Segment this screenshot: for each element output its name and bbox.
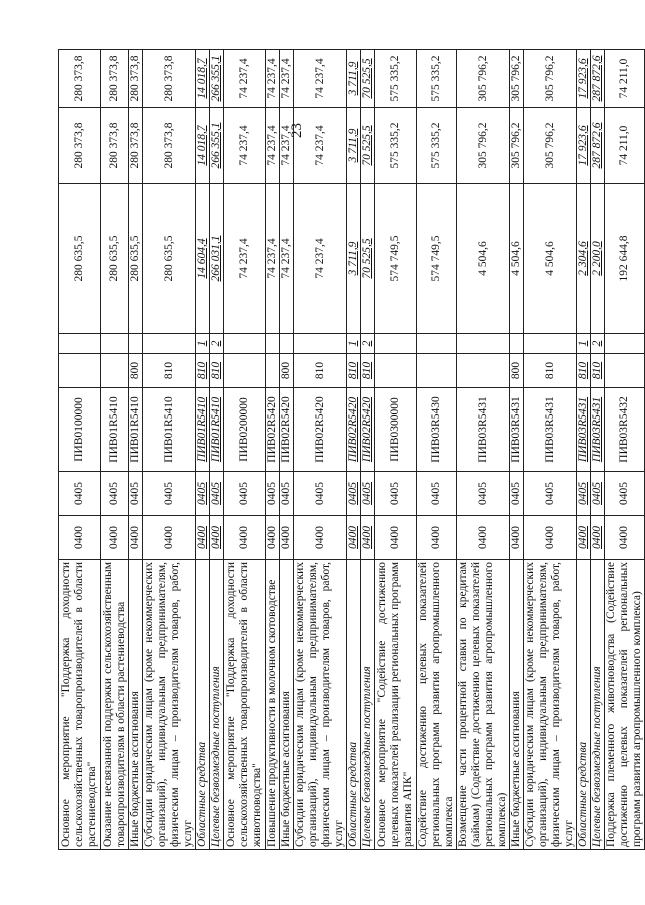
amount-year-3: 3 711,9 <box>347 50 361 108</box>
section-code: 0400 <box>101 516 129 560</box>
target-article-code: ПИВ02R5420 <box>294 388 347 472</box>
amount-year-1: 574 749,5 <box>375 184 417 334</box>
table-row <box>605 50 645 850</box>
expense-type-code <box>417 354 457 388</box>
amount-year-2: 17 923,6 <box>577 108 591 184</box>
amount-year-2: 575 335,2 <box>417 108 457 184</box>
expense-type-code: 810 <box>347 354 361 388</box>
source-code <box>417 334 457 354</box>
section-code: 0400 <box>266 516 280 560</box>
amount-year-3: 280 373,8 <box>101 50 129 108</box>
expense-type-code <box>224 354 266 388</box>
section-code: 0400 <box>375 516 417 560</box>
target-article-code: ПИВ01R5410 <box>210 388 224 472</box>
section-code: 0400 <box>457 516 510 560</box>
subsection-code: 0405 <box>577 472 591 516</box>
amount-year-1: 280 635,5 <box>143 184 196 334</box>
table-row <box>457 50 510 850</box>
amount-year-3: 17 923,6 <box>577 50 591 108</box>
row-name: Содействие достижению целевых показателей региональных программ развития агропромышленного комплекса <box>417 560 457 850</box>
subsection-code: 0405 <box>143 472 196 516</box>
section-code: 0400 <box>210 516 224 560</box>
amount-year-1: 3 711,9 <box>347 184 361 334</box>
source-code: 2 <box>591 334 605 354</box>
amount-year-3: 266 355,1 <box>210 50 224 108</box>
subsection-code: 0405 <box>101 472 129 516</box>
amount-year-3: 74 237,4 <box>280 50 294 108</box>
source-code <box>101 334 129 354</box>
subsection-code: 0405 <box>524 472 577 516</box>
amount-year-3: 14 018,7 <box>196 50 210 108</box>
amount-year-1: 2 200,0 <box>591 184 605 334</box>
target-article-code: ПИВ03R5430 <box>417 388 457 472</box>
amount-year-1: 2 304,6 <box>577 184 591 334</box>
amount-year-1: 280 635,5 <box>101 184 129 334</box>
amount-year-3: 575 335,2 <box>375 50 417 108</box>
amount-year-2: 74 211,0 <box>605 108 645 184</box>
section-code: 0400 <box>224 516 266 560</box>
amount-year-1: 266 031,1 <box>210 184 224 334</box>
section-code: 0400 <box>605 516 645 560</box>
expense-type-code: 810 <box>294 354 347 388</box>
table-row <box>224 50 266 850</box>
expense-type-code: 810 <box>361 354 375 388</box>
subsection-code: 0405 <box>210 472 224 516</box>
section-code: 0400 <box>129 516 143 560</box>
amount-year-3: 74 237,4 <box>224 50 266 108</box>
row-name: Основное мероприятие "Содействие достижению целевых показателей реализации региональных программ развития АПК" <box>375 560 417 850</box>
source-code <box>294 334 347 354</box>
amount-year-1: 74 237,4 <box>224 184 266 334</box>
expense-type-code <box>101 354 129 388</box>
row-name: Иные бюджетные ассигнования <box>510 560 524 850</box>
row-name: Субсидии юридическим лицам (кроме некоммерческих организаций), индивидуальным предпринимателям, физическим лицам – производителям товаров, работ, услуг <box>143 560 196 850</box>
subsection-code: 0405 <box>591 472 605 516</box>
expense-type-code: 800 <box>280 354 294 388</box>
amount-year-1: 70 525,5 <box>361 184 375 334</box>
table-row <box>591 50 605 850</box>
source-code <box>375 334 417 354</box>
amount-year-2: 74 237,4 <box>294 108 347 184</box>
table-row <box>510 50 524 850</box>
table-row <box>375 50 417 850</box>
target-article-code: ПИВ01R5410 <box>129 388 143 472</box>
row-name: Целевые безвозмездные поступления <box>361 560 375 850</box>
section-code: 0400 <box>347 516 361 560</box>
row-name: Областные средства <box>577 560 591 850</box>
row-name: Целевые безвозмездные поступления <box>591 560 605 850</box>
table-row <box>196 50 210 850</box>
amount-year-1: 280 635,5 <box>129 184 143 334</box>
amount-year-1: 74 237,4 <box>266 184 280 334</box>
table-body <box>59 50 645 850</box>
target-article-code: ПИВ03R5431 <box>457 388 510 472</box>
source-code <box>605 334 645 354</box>
target-article-code: ПИВ02R5420 <box>347 388 361 472</box>
table-row <box>361 50 375 850</box>
source-code <box>59 334 101 354</box>
subsection-code: 0405 <box>510 472 524 516</box>
subsection-code: 0405 <box>59 472 101 516</box>
amount-year-3: 74 237,4 <box>266 50 280 108</box>
subsection-code: 0405 <box>375 472 417 516</box>
amount-year-3: 280 373,8 <box>59 50 101 108</box>
table-row <box>266 50 280 850</box>
subsection-code: 0405 <box>196 472 210 516</box>
amount-year-2: 280 373,8 <box>129 108 143 184</box>
amount-year-2: 70 525,5 <box>361 108 375 184</box>
amount-year-2: 575 335,2 <box>375 108 417 184</box>
source-code: 1 <box>577 334 591 354</box>
row-name: Областные средства <box>196 560 210 850</box>
table-row <box>347 50 361 850</box>
row-name: Поддержка племенного животноводства (Содействие достижению целевых показателей региональных программ развития агропромышленного комплекса) <box>605 560 645 850</box>
source-code <box>280 334 294 354</box>
source-code: 1 <box>196 334 210 354</box>
section-code: 0400 <box>361 516 375 560</box>
amount-year-3: 70 525,5 <box>361 50 375 108</box>
table-row <box>524 50 577 850</box>
amount-year-2: 74 237,4 <box>224 108 266 184</box>
source-code: 1 <box>347 334 361 354</box>
row-name: Иные бюджетные ассигнования <box>129 560 143 850</box>
source-code <box>457 334 510 354</box>
target-article-code: ПИВ03R5431 <box>510 388 524 472</box>
table-row <box>210 50 224 850</box>
section-code: 0400 <box>524 516 577 560</box>
target-article-code: ПИВ03R5432 <box>605 388 645 472</box>
section-code: 0400 <box>196 516 210 560</box>
source-code <box>266 334 280 354</box>
source-code <box>129 334 143 354</box>
target-article-code: ПИВ0200000 <box>224 388 266 472</box>
amount-year-2: 305 796,2 <box>510 108 524 184</box>
table-row <box>577 50 591 850</box>
subsection-code: 0405 <box>129 472 143 516</box>
subsection-code: 0405 <box>347 472 361 516</box>
section-code: 0400 <box>59 516 101 560</box>
target-article-code: ПИВ0100000 <box>59 388 101 472</box>
page-number: 23 <box>288 122 305 138</box>
expense-type-code: 800 <box>129 354 143 388</box>
target-article-code: ПИВ0300000 <box>375 388 417 472</box>
table-row <box>59 50 101 850</box>
amount-year-1: 14 604,4 <box>196 184 210 334</box>
row-name: Иные бюджетные ассигнования <box>280 560 294 850</box>
section-code: 0400 <box>591 516 605 560</box>
amount-year-1: 4 504,6 <box>510 184 524 334</box>
amount-year-2: 266 355,1 <box>210 108 224 184</box>
budget-table <box>58 49 645 850</box>
amount-year-3: 305 796,2 <box>510 50 524 108</box>
expense-type-code: 810 <box>591 354 605 388</box>
amount-year-3: 575 335,2 <box>417 50 457 108</box>
amount-year-1: 192 644,8 <box>605 184 645 334</box>
amount-year-3: 305 796,2 <box>457 50 510 108</box>
amount-year-3: 280 373,8 <box>129 50 143 108</box>
expense-type-code: 810 <box>210 354 224 388</box>
source-code <box>510 334 524 354</box>
amount-year-1: 574 749,5 <box>417 184 457 334</box>
source-code <box>143 334 196 354</box>
amount-year-2: 74 237,4 <box>266 108 280 184</box>
amount-year-3: 74 211,0 <box>605 50 645 108</box>
section-code: 0400 <box>294 516 347 560</box>
subsection-code: 0405 <box>294 472 347 516</box>
table-row <box>294 50 347 850</box>
expense-type-code: 810 <box>524 354 577 388</box>
expense-type-code <box>375 354 417 388</box>
target-article-code: ПИВ03R5431 <box>524 388 577 472</box>
target-article-code: ПИВ03R5431 <box>591 388 605 472</box>
expense-type-code <box>457 354 510 388</box>
target-article-code: ПИВ02R5420 <box>280 388 294 472</box>
amount-year-1: 280 635,5 <box>59 184 101 334</box>
amount-year-2: 305 796,2 <box>457 108 510 184</box>
amount-year-3: 74 237,4 <box>294 50 347 108</box>
source-code <box>224 334 266 354</box>
table-row <box>129 50 143 850</box>
row-name: Повышение продуктивности в молочном скотоводстве <box>266 560 280 850</box>
subsection-code: 0405 <box>280 472 294 516</box>
section-code: 0400 <box>510 516 524 560</box>
expense-type-code: 800 <box>510 354 524 388</box>
expense-type-code: 810 <box>143 354 196 388</box>
section-code: 0400 <box>280 516 294 560</box>
source-code <box>524 334 577 354</box>
target-article-code: ПИВ01R5410 <box>196 388 210 472</box>
amount-year-2: 74 237,4 <box>280 108 294 184</box>
subsection-code: 0405 <box>417 472 457 516</box>
expense-type-code: 810 <box>577 354 591 388</box>
expense-type-code <box>605 354 645 388</box>
expense-type-code <box>266 354 280 388</box>
section-code: 0400 <box>417 516 457 560</box>
expense-type-code <box>59 354 101 388</box>
source-code: 2 <box>361 334 375 354</box>
expense-type-code: 810 <box>196 354 210 388</box>
section-code: 0400 <box>143 516 196 560</box>
target-article-code: ПИВ01R5410 <box>101 388 129 472</box>
amount-year-2: 305 796,2 <box>524 108 577 184</box>
table-row <box>417 50 457 850</box>
rotated-page <box>58 50 643 850</box>
row-name: Областные средства <box>347 560 361 850</box>
subsection-code: 0405 <box>361 472 375 516</box>
amount-year-2: 280 373,8 <box>59 108 101 184</box>
amount-year-2: 280 373,8 <box>101 108 129 184</box>
target-article-code: ПИВ02R5420 <box>266 388 280 472</box>
table-row <box>101 50 129 850</box>
table-row <box>280 50 294 850</box>
amount-year-3: 280 373,8 <box>143 50 196 108</box>
source-code: 2 <box>210 334 224 354</box>
subsection-code: 0405 <box>224 472 266 516</box>
amount-year-3: 287 872,6 <box>591 50 605 108</box>
subsection-code: 0405 <box>457 472 510 516</box>
amount-year-2: 287 872,6 <box>591 108 605 184</box>
amount-year-1: 4 504,6 <box>457 184 510 334</box>
row-name: Субсидии юридическим лицам (кроме некоммерческих организаций), индивидуальным предпринимателям, физическим лицам – производителям товаров, работ, услуг <box>524 560 577 850</box>
target-article-code: ПИВ01R5410 <box>143 388 196 472</box>
subsection-code: 0405 <box>605 472 645 516</box>
amount-year-2: 280 373,8 <box>143 108 196 184</box>
target-article-code: ПИВ03R5431 <box>577 388 591 472</box>
row-name: Целевые безвозмездные поступления <box>210 560 224 850</box>
table-row <box>143 50 196 850</box>
row-name: Основное мероприятие "Поддержка доходности сельскохозяйственных товаропроизводителей в области растениеводства" <box>59 560 101 850</box>
subsection-code: 0405 <box>266 472 280 516</box>
row-name: Возмещение части процентной ставки по кредитам (займам) (Содействие достижению целевых показателей региональных программ развития агропромышленного комплекса) <box>457 560 510 850</box>
amount-year-1: 4 504,6 <box>524 184 577 334</box>
row-name: Субсидии юридическим лицам (кроме некоммерческих организаций), индивидуальным предпринимателям, физическим лицам – производителям товаров, работ, услуг <box>294 560 347 850</box>
amount-year-1: 74 237,4 <box>294 184 347 334</box>
section-code: 0400 <box>577 516 591 560</box>
target-article-code: ПИВ02R5420 <box>361 388 375 472</box>
row-name: Основное мероприятие "Поддержка доходности сельскохозяйственных товаропроизводителей в области животноводства" <box>224 560 266 850</box>
amount-year-3: 305 796,2 <box>524 50 577 108</box>
row-name: Оказание несвязанной поддержки сельскохозяйственным товаропроизводителям в области растениеводства <box>101 560 129 850</box>
amount-year-2: 3 711,9 <box>347 108 361 184</box>
amount-year-2: 14 018,7 <box>196 108 210 184</box>
amount-year-1: 74 237,4 <box>280 184 294 334</box>
